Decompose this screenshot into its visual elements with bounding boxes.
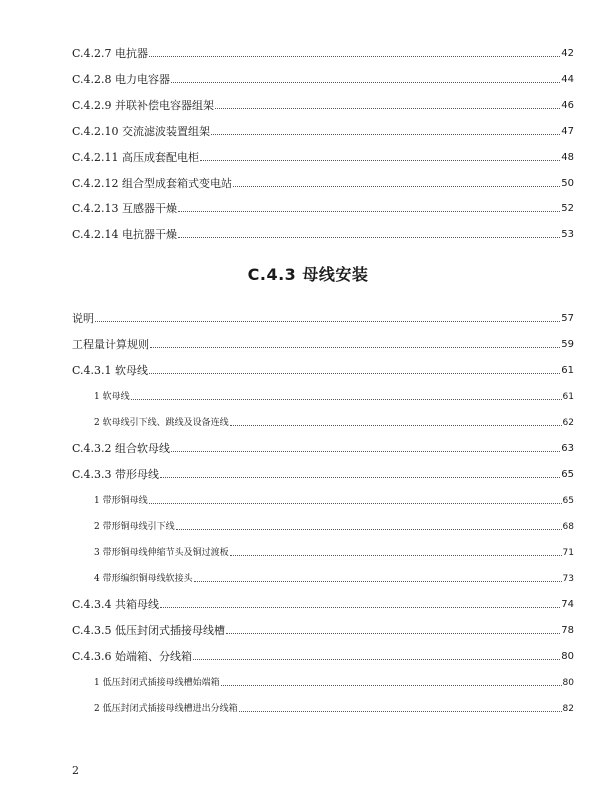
toc-entry-page: 73 <box>562 574 574 584</box>
toc-entry-label: C.4.2.10 交流滤波装置组架 <box>72 125 211 138</box>
toc-subentry[interactable] <box>94 541 574 559</box>
toc-entry-label: 1 低压封闭式插接母线槽始端箱 <box>94 678 220 688</box>
dot-leader <box>215 108 560 109</box>
toc-entry-label: C.4.2.14 电抗器干燥 <box>72 228 178 241</box>
toc-entry-page: 46 <box>561 100 574 111</box>
dot-leader <box>131 399 562 400</box>
dot-leader <box>149 503 562 504</box>
toc-entry[interactable] <box>72 463 574 481</box>
section-title: C.4.3 母线安装 <box>247 265 369 284</box>
toc-entry-page: 61 <box>562 392 574 402</box>
toc-entry-label: C.4.3.6 始端箱、分线箱 <box>72 650 193 663</box>
toc-entry-page: 62 <box>562 418 574 428</box>
toc-entry-page: 80 <box>561 651 574 662</box>
toc-entry-label: 1 带形铜母线 <box>94 496 148 506</box>
toc-entry[interactable] <box>72 172 574 190</box>
toc-entry-page: 65 <box>561 469 574 480</box>
dot-leader <box>171 82 560 83</box>
toc-entry-label: C.4.3.2 组合软母线 <box>72 442 171 455</box>
dot-leader <box>160 607 560 608</box>
toc-entry-label: C.4.3.1 软母线 <box>72 364 149 377</box>
dot-leader <box>211 134 560 135</box>
toc-entry-label: 2 软母线引下线、跳线及设备连线 <box>94 418 229 428</box>
toc-entry-label: 4 带形编织铜母线软接头 <box>94 574 193 584</box>
toc-entry[interactable] <box>72 146 574 164</box>
toc-entry-label: C.4.3.4 共箱母线 <box>72 598 160 611</box>
toc-entry-label: C.4.2.12 组合型成套箱式变电站 <box>72 177 233 190</box>
toc-subentry[interactable] <box>94 515 574 533</box>
toc-entry-page: 68 <box>562 522 574 532</box>
toc-entry-page: 80 <box>562 678 574 688</box>
toc-entry-page: 82 <box>562 704 574 714</box>
toc-entry-label: C.4.2.13 互感器干燥 <box>72 202 178 215</box>
toc-entry-page: 71 <box>562 548 574 558</box>
toc-entry-page: 47 <box>561 126 574 137</box>
dot-leader <box>95 321 560 322</box>
toc-entry[interactable] <box>72 42 574 60</box>
dot-leader <box>230 425 562 426</box>
toc-entry-label: 3 带形铜母线伸缩节头及铜过渡板 <box>94 548 229 558</box>
toc-entry[interactable] <box>72 437 574 455</box>
dot-leader <box>200 160 560 161</box>
toc-entry-page: 78 <box>561 625 574 636</box>
toc-entry[interactable] <box>72 359 574 377</box>
dot-leader <box>160 477 560 478</box>
dot-leader <box>149 56 560 57</box>
dot-leader <box>239 711 562 712</box>
toc-entry-page: 74 <box>561 599 574 610</box>
dot-leader <box>178 237 560 238</box>
toc-entry-label: C.4.2.7 电抗器 <box>72 47 149 60</box>
toc-entry-label: C.4.3.5 低压封闭式插接母线槽 <box>72 624 226 637</box>
toc-entry[interactable] <box>72 619 574 637</box>
toc-subentry[interactable] <box>94 697 574 715</box>
toc-entry[interactable] <box>72 223 574 241</box>
dot-leader <box>178 211 560 212</box>
toc-subentry[interactable] <box>94 385 574 403</box>
dot-leader <box>149 373 560 374</box>
toc-entry-page: 57 <box>561 313 574 324</box>
dot-leader <box>176 529 562 530</box>
dot-leader <box>193 659 560 660</box>
dot-leader <box>194 581 562 582</box>
dot-leader <box>221 685 562 686</box>
dot-leader <box>171 451 560 452</box>
toc-entry-page: 52 <box>561 203 574 214</box>
toc-entry-label: C.4.2.11 高压成套配电柜 <box>72 151 200 164</box>
toc-subentry[interactable] <box>94 567 574 585</box>
toc-entry[interactable] <box>72 307 574 325</box>
toc-entry[interactable] <box>72 593 574 611</box>
toc-entry[interactable] <box>72 68 574 86</box>
toc-entry-label: C.4.3.3 带形母线 <box>72 468 160 481</box>
toc-subentry[interactable] <box>94 411 574 429</box>
toc-entry-page: 50 <box>561 178 574 189</box>
toc-entry-page: 42 <box>561 48 574 59</box>
toc-entry[interactable] <box>72 645 574 663</box>
toc-entry-page: 44 <box>561 74 574 85</box>
dot-leader <box>150 347 560 348</box>
toc-entry-page: 65 <box>562 496 574 506</box>
dot-leader <box>233 186 560 187</box>
toc-entry[interactable] <box>72 120 574 138</box>
toc-entry[interactable] <box>72 94 574 112</box>
dot-leader <box>226 633 560 634</box>
toc-entry[interactable] <box>72 333 574 351</box>
toc-entry-label: C.4.2.8 电力电容器 <box>72 73 171 86</box>
toc-subentry[interactable] <box>94 671 574 689</box>
toc-entry-page: 61 <box>561 365 574 376</box>
dot-leader <box>230 555 562 556</box>
toc-entry-label: 1 软母线 <box>94 392 130 402</box>
toc-entry-label: C.4.2.9 并联补偿电容器组架 <box>72 99 215 112</box>
toc-entry-label: 2 低压封闭式插接母线槽进出分线箱 <box>94 704 238 714</box>
toc-entry-label: 说明 <box>72 312 94 325</box>
toc-entry-page: 59 <box>561 339 574 350</box>
toc-entry[interactable] <box>72 197 574 215</box>
toc-entry-label: 工程量计算规则 <box>72 338 149 351</box>
toc-entry-page: 53 <box>561 229 574 240</box>
toc-entry-label: 2 带形铜母线引下线 <box>94 522 175 532</box>
page-number: 2 <box>72 764 79 777</box>
toc-entry-page: 63 <box>561 443 574 454</box>
toc-entry-page: 48 <box>561 152 574 163</box>
toc-subentry[interactable] <box>94 489 574 507</box>
